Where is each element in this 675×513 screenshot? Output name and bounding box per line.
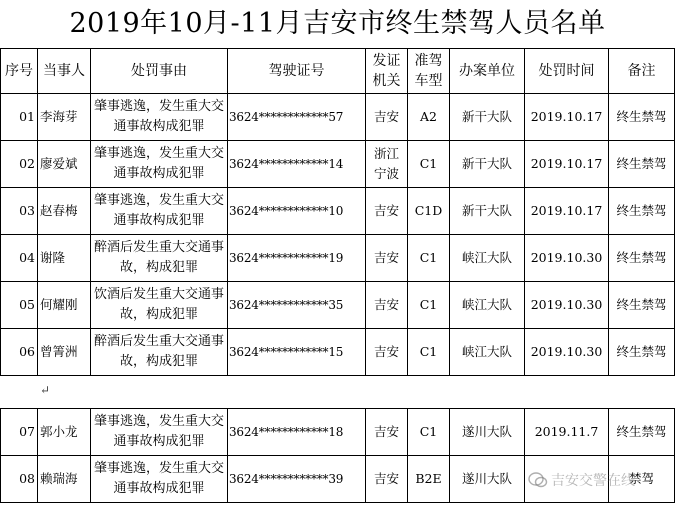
cell-date: 2019.11.7 bbox=[525, 409, 609, 456]
cell-issuer: 吉安 bbox=[366, 94, 408, 141]
cell-note: 终生禁驾 bbox=[609, 282, 675, 329]
cell-unit: 新干大队 bbox=[450, 188, 525, 235]
cell-reason: 肇事逃逸，发生重大交通事故构成犯罪 bbox=[91, 188, 228, 235]
cell-date bbox=[525, 456, 609, 503]
cell-party: 郭小龙 bbox=[38, 409, 91, 456]
cell-issuer: 吉安 bbox=[366, 188, 408, 235]
cell-index: 06 bbox=[1, 329, 38, 376]
table-row bbox=[1, 188, 675, 235]
table-gap bbox=[0, 379, 675, 408]
banned-drivers-table-continued bbox=[0, 408, 675, 503]
cell-index: 04 bbox=[1, 235, 38, 282]
cell-issuer: 吉安 bbox=[366, 456, 408, 503]
cell-reason: 肇事逃逸，发生重大交通事故构成犯罪 bbox=[91, 409, 228, 456]
cell-index: 03 bbox=[1, 188, 38, 235]
cell-party: 何耀刚 bbox=[38, 282, 91, 329]
cell-vehicle-class: C1 bbox=[408, 282, 450, 329]
cell-index: 05 bbox=[1, 282, 38, 329]
cell-index: 02 bbox=[1, 141, 38, 188]
cell-vehicle-class: A2 bbox=[408, 94, 450, 141]
table-row bbox=[1, 282, 675, 329]
banned-drivers-table bbox=[0, 48, 675, 376]
cell-unit: 新干大队 bbox=[450, 141, 525, 188]
header-unit: 办案单位 bbox=[450, 49, 525, 94]
cell-note: 终生禁驾 bbox=[609, 141, 675, 188]
cell-reason: 肇事逃逸，发生重大交通事故构成犯罪 bbox=[91, 456, 228, 503]
cell-unit: 遂川大队 bbox=[450, 456, 525, 503]
cell-license: 3624************39 bbox=[228, 456, 366, 503]
cell-vehicle-class: C1 bbox=[408, 141, 450, 188]
cell-note: 终生禁驾 bbox=[609, 329, 675, 376]
cell-date: 2019.10.17 bbox=[525, 141, 609, 188]
cell-note: 终生禁驾 bbox=[609, 94, 675, 141]
cell-party: 谢隆 bbox=[38, 235, 91, 282]
cell-note: 终生禁驾 bbox=[609, 409, 675, 456]
cell-reason: 饮酒后发生重大交通事故，构成犯罪 bbox=[91, 282, 228, 329]
cell-reason: 醉酒后发生重大交通事故，构成犯罪 bbox=[91, 235, 228, 282]
cell-vehicle-class: B2E bbox=[408, 456, 450, 503]
header-note: 备注 bbox=[609, 49, 675, 94]
cell-vehicle-class: C1D bbox=[408, 188, 450, 235]
cell-note: 终生禁驾 bbox=[609, 235, 675, 282]
cell-date: 2019.10.30 bbox=[525, 329, 609, 376]
cell-license: 3624************57 bbox=[228, 94, 366, 141]
table-row bbox=[1, 329, 675, 376]
cell-license: 3624************14 bbox=[228, 141, 366, 188]
cell-vehicle-class: C1 bbox=[408, 409, 450, 456]
cell-unit: 新干大队 bbox=[450, 94, 525, 141]
cell-date: 2019.10.30 bbox=[525, 235, 609, 282]
table-row bbox=[1, 94, 675, 141]
table-header-row bbox=[1, 49, 675, 94]
cell-unit: 峡江大队 bbox=[450, 329, 525, 376]
cell-license: 3624************18 bbox=[228, 409, 366, 456]
header-reason: 处罚事由 bbox=[91, 49, 228, 94]
cell-vehicle-class: C1 bbox=[408, 329, 450, 376]
cell-date: 2019.10.17 bbox=[525, 188, 609, 235]
table-row bbox=[1, 409, 675, 456]
cell-license: 3624************35 bbox=[228, 282, 366, 329]
cell-reason: 醉酒后发生重大交通事故，构成犯罪 bbox=[91, 329, 228, 376]
header-date: 处罚时间 bbox=[525, 49, 609, 94]
cell-license: 3624************15 bbox=[228, 329, 366, 376]
header-issuer: 发证机关 bbox=[366, 49, 408, 94]
table-row bbox=[1, 456, 675, 503]
paragraph-mark-icon: ↵ bbox=[40, 383, 51, 397]
cell-issuer: 浙江宁波 bbox=[366, 141, 408, 188]
cell-issuer: 吉安 bbox=[366, 282, 408, 329]
cell-issuer: 吉安 bbox=[366, 329, 408, 376]
cell-date: 2019.10.30 bbox=[525, 282, 609, 329]
table-row bbox=[1, 141, 675, 188]
cell-date: 2019.10.17 bbox=[525, 94, 609, 141]
cell-party: 赖瑞海 bbox=[38, 456, 91, 503]
cell-index: 01 bbox=[1, 94, 38, 141]
cell-reason: 肇事逃逸，发生重大交通事故构成犯罪 bbox=[91, 141, 228, 188]
cell-license: 3624************19 bbox=[228, 235, 366, 282]
header-vehicle-class: 准驾车型 bbox=[408, 49, 450, 94]
cell-party: 李海芽 bbox=[38, 94, 91, 141]
cell-vehicle-class: C1 bbox=[408, 235, 450, 282]
cell-note: 终生禁驾 bbox=[609, 188, 675, 235]
cell-reason: 肇事逃逸，发生重大交通事故构成犯罪 bbox=[91, 94, 228, 141]
cell-party: 曾箐洲 bbox=[38, 329, 91, 376]
page-title: 2019年10月-11月吉安市终生禁驾人员名单 bbox=[69, 8, 606, 39]
header-index: 序号 bbox=[1, 49, 38, 94]
cell-unit: 峡江大队 bbox=[450, 282, 525, 329]
cell-party: 廖爱斌 bbox=[38, 141, 91, 188]
cell-issuer: 吉安 bbox=[366, 235, 408, 282]
cell-unit: 遂川大队 bbox=[450, 409, 525, 456]
cell-index: 08 bbox=[1, 456, 38, 503]
cell-issuer: 吉安 bbox=[366, 409, 408, 456]
cell-index: 07 bbox=[1, 409, 38, 456]
cell-note: 禁驾 bbox=[609, 456, 675, 503]
cell-party: 赵春梅 bbox=[38, 188, 91, 235]
cell-license: 3624************10 bbox=[228, 188, 366, 235]
header-party: 当事人 bbox=[38, 49, 91, 94]
watermark-text: 吉安交警在线 bbox=[551, 473, 635, 489]
cell-unit: 峡江大队 bbox=[450, 235, 525, 282]
table-row bbox=[1, 235, 675, 282]
header-license: 驾驶证号 bbox=[228, 49, 366, 94]
